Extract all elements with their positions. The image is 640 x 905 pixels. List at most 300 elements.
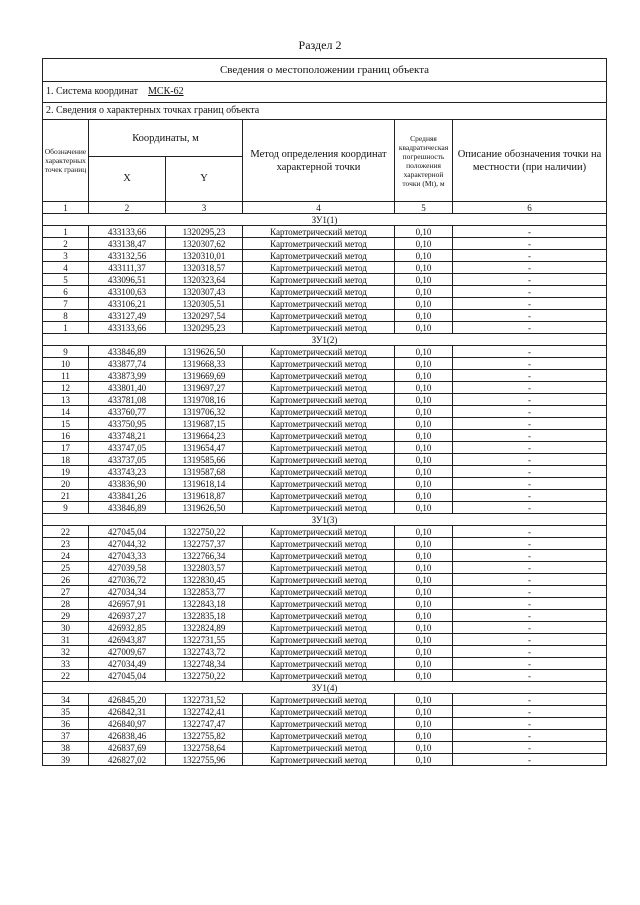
error-cell: 0,10 bbox=[395, 610, 453, 622]
table-row bbox=[43, 358, 607, 370]
description-cell: - bbox=[453, 418, 607, 430]
table-row bbox=[43, 466, 607, 478]
table-row bbox=[43, 394, 607, 406]
table-row bbox=[43, 694, 607, 706]
description-cell: - bbox=[453, 490, 607, 502]
table-row bbox=[43, 226, 607, 238]
x-cell: 433100,63 bbox=[89, 286, 166, 298]
description-cell: - bbox=[453, 394, 607, 406]
error-cell: 0,10 bbox=[395, 394, 453, 406]
table-row bbox=[43, 370, 607, 382]
point-number-cell: 28 bbox=[43, 598, 89, 610]
error-cell: 0,10 bbox=[395, 562, 453, 574]
method-cell: Картометрический метод bbox=[243, 322, 395, 334]
table-row bbox=[43, 634, 607, 646]
section-title: Раздел 2 bbox=[298, 38, 342, 52]
method-cell: Картометрический метод bbox=[243, 646, 395, 658]
x-cell: 433873,99 bbox=[89, 370, 166, 382]
x-cell: 426838,46 bbox=[89, 730, 166, 742]
point-number-cell: 13 bbox=[43, 394, 89, 406]
description-cell: - bbox=[453, 646, 607, 658]
point-number-cell: 24 bbox=[43, 550, 89, 562]
table-row bbox=[43, 346, 607, 358]
error-cell: 0,10 bbox=[395, 466, 453, 478]
table-row bbox=[43, 730, 607, 742]
x-cell: 426932,85 bbox=[89, 622, 166, 634]
description-cell: - bbox=[453, 634, 607, 646]
method-cell: Картометрический метод bbox=[243, 394, 395, 406]
x-cell: 433743,23 bbox=[89, 466, 166, 478]
table-row bbox=[43, 670, 607, 682]
point-number-cell: 37 bbox=[43, 730, 89, 742]
method-cell: Картометрический метод bbox=[243, 526, 395, 538]
table-row bbox=[43, 418, 607, 430]
y-cell: 1320295,23 bbox=[166, 322, 243, 334]
point-number-cell: 16 bbox=[43, 430, 89, 442]
table-row bbox=[43, 622, 607, 634]
table-row bbox=[43, 646, 607, 658]
method-cell: Картометрический метод bbox=[243, 250, 395, 262]
y-cell: 1322755,96 bbox=[166, 754, 243, 766]
method-cell: Картометрический метод bbox=[243, 418, 395, 430]
point-number-cell: 31 bbox=[43, 634, 89, 646]
method-cell: Картометрический метод bbox=[243, 382, 395, 394]
error-cell: 0,10 bbox=[395, 622, 453, 634]
coordinate-system-row bbox=[43, 82, 607, 103]
point-number-cell: 1 bbox=[43, 226, 89, 238]
point-number-cell: 19 bbox=[43, 466, 89, 478]
method-cell: Картометрический метод bbox=[243, 226, 395, 238]
point-number-cell: 39 bbox=[43, 754, 89, 766]
coordinate-system-label: 1. Система координат bbox=[46, 86, 139, 97]
y-cell: 1320323,64 bbox=[166, 274, 243, 286]
table-row bbox=[43, 322, 607, 334]
error-cell: 0,10 bbox=[395, 706, 453, 718]
x-cell: 426837,69 bbox=[89, 742, 166, 754]
header-x: X bbox=[89, 157, 166, 202]
method-cell: Картометрический метод bbox=[243, 754, 395, 766]
description-cell: - bbox=[453, 430, 607, 442]
method-cell: Картометрический метод bbox=[243, 310, 395, 322]
y-cell: 1322824,89 bbox=[166, 622, 243, 634]
error-cell: 0,10 bbox=[395, 418, 453, 430]
error-cell: 0,10 bbox=[395, 502, 453, 514]
method-cell: Картометрический метод bbox=[243, 574, 395, 586]
description-cell: - bbox=[453, 730, 607, 742]
method-cell: Картометрический метод bbox=[243, 550, 395, 562]
x-cell: 427039,58 bbox=[89, 562, 166, 574]
description-cell: - bbox=[453, 538, 607, 550]
y-cell: 1322747,47 bbox=[166, 718, 243, 730]
description-cell: - bbox=[453, 322, 607, 334]
x-cell: 433877,74 bbox=[89, 358, 166, 370]
point-number-cell: 3 bbox=[43, 250, 89, 262]
method-cell: Картометрический метод bbox=[243, 466, 395, 478]
description-cell: - bbox=[453, 622, 607, 634]
table-row bbox=[43, 562, 607, 574]
method-cell: Картометрический метод bbox=[243, 286, 395, 298]
x-cell: 433846,89 bbox=[89, 502, 166, 514]
description-cell: - bbox=[453, 694, 607, 706]
point-number-cell: 12 bbox=[43, 382, 89, 394]
x-cell: 433750,95 bbox=[89, 418, 166, 430]
y-cell: 1322803,57 bbox=[166, 562, 243, 574]
column-number: 1 bbox=[43, 202, 89, 214]
y-cell: 1322853,77 bbox=[166, 586, 243, 598]
y-cell: 1319668,33 bbox=[166, 358, 243, 370]
method-cell: Картометрический метод bbox=[243, 730, 395, 742]
description-cell: - bbox=[453, 226, 607, 238]
point-number-cell: 26 bbox=[43, 574, 89, 586]
x-cell: 426827,02 bbox=[89, 754, 166, 766]
boundary-table bbox=[42, 58, 607, 766]
y-cell: 1319587,68 bbox=[166, 466, 243, 478]
coordinate-system-value: МСК-62 bbox=[148, 86, 184, 97]
method-cell: Картометрический метод bbox=[243, 622, 395, 634]
x-cell: 433748,21 bbox=[89, 430, 166, 442]
description-cell: - bbox=[453, 370, 607, 382]
table-row bbox=[43, 754, 607, 766]
table-row bbox=[43, 286, 607, 298]
description-cell: - bbox=[453, 262, 607, 274]
point-number-cell: 6 bbox=[43, 286, 89, 298]
error-cell: 0,10 bbox=[395, 586, 453, 598]
column-number-row bbox=[43, 202, 607, 214]
description-cell: - bbox=[453, 550, 607, 562]
table-row bbox=[43, 250, 607, 262]
table-row bbox=[43, 442, 607, 454]
point-number-cell: 17 bbox=[43, 442, 89, 454]
description-cell: - bbox=[453, 250, 607, 262]
y-cell: 1319654,47 bbox=[166, 442, 243, 454]
point-number-cell: 4 bbox=[43, 262, 89, 274]
error-cell: 0,10 bbox=[395, 526, 453, 538]
error-cell: 0,10 bbox=[395, 598, 453, 610]
table-title: Сведения о местоположении границ объекта bbox=[43, 59, 607, 82]
error-cell: 0,10 bbox=[395, 490, 453, 502]
point-number-cell: 10 bbox=[43, 358, 89, 370]
x-cell: 433841,26 bbox=[89, 490, 166, 502]
table-row bbox=[43, 238, 607, 250]
method-cell: Картометрический метод bbox=[243, 490, 395, 502]
y-cell: 1319626,50 bbox=[166, 346, 243, 358]
point-number-cell: 9 bbox=[43, 346, 89, 358]
description-cell: - bbox=[453, 610, 607, 622]
y-cell: 1322731,52 bbox=[166, 694, 243, 706]
error-cell: 0,10 bbox=[395, 238, 453, 250]
error-cell: 0,10 bbox=[395, 250, 453, 262]
y-cell: 1319664,23 bbox=[166, 430, 243, 442]
point-number-cell: 25 bbox=[43, 562, 89, 574]
description-cell: - bbox=[453, 502, 607, 514]
description-cell: - bbox=[453, 346, 607, 358]
point-number-cell: 9 bbox=[43, 502, 89, 514]
error-cell: 0,10 bbox=[395, 694, 453, 706]
x-cell: 433127,49 bbox=[89, 310, 166, 322]
method-cell: Картометрический метод bbox=[243, 346, 395, 358]
point-number-cell: 22 bbox=[43, 526, 89, 538]
x-cell: 433111,37 bbox=[89, 262, 166, 274]
x-cell: 433096,51 bbox=[89, 274, 166, 286]
y-cell: 1322757,37 bbox=[166, 538, 243, 550]
column-number: 3 bbox=[166, 202, 243, 214]
error-cell: 0,10 bbox=[395, 298, 453, 310]
table-row bbox=[43, 454, 607, 466]
y-cell: 1322750,22 bbox=[166, 670, 243, 682]
y-cell: 1322750,22 bbox=[166, 526, 243, 538]
error-cell: 0,10 bbox=[395, 454, 453, 466]
y-cell: 1322748,34 bbox=[166, 658, 243, 670]
x-cell: 433133,66 bbox=[89, 226, 166, 238]
point-number-cell: 36 bbox=[43, 718, 89, 730]
error-cell: 0,10 bbox=[395, 442, 453, 454]
y-cell: 1320297,54 bbox=[166, 310, 243, 322]
x-cell: 427036,72 bbox=[89, 574, 166, 586]
point-number-cell: 5 bbox=[43, 274, 89, 286]
point-number-cell: 35 bbox=[43, 706, 89, 718]
table-row bbox=[43, 550, 607, 562]
point-number-cell: 20 bbox=[43, 478, 89, 490]
error-cell: 0,10 bbox=[395, 430, 453, 442]
y-cell: 1322743,72 bbox=[166, 646, 243, 658]
x-cell: 426937,27 bbox=[89, 610, 166, 622]
description-cell: - bbox=[453, 454, 607, 466]
error-cell: 0,10 bbox=[395, 322, 453, 334]
error-cell: 0,10 bbox=[395, 742, 453, 754]
table-row bbox=[43, 574, 607, 586]
error-cell: 0,10 bbox=[395, 370, 453, 382]
description-cell: - bbox=[453, 478, 607, 490]
method-cell: Картометрический метод bbox=[243, 478, 395, 490]
y-cell: 1320295,23 bbox=[166, 226, 243, 238]
header-method: Метод определения координат характерной точки bbox=[243, 120, 395, 202]
table-row bbox=[43, 478, 607, 490]
method-cell: Картометрический метод bbox=[243, 586, 395, 598]
description-cell: - bbox=[453, 358, 607, 370]
error-cell: 0,10 bbox=[395, 262, 453, 274]
description-cell: - bbox=[453, 298, 607, 310]
point-number-cell: 15 bbox=[43, 418, 89, 430]
x-cell: 427044,32 bbox=[89, 538, 166, 550]
y-cell: 1319706,32 bbox=[166, 406, 243, 418]
description-cell: - bbox=[453, 562, 607, 574]
method-cell: Картометрический метод bbox=[243, 370, 395, 382]
x-cell: 433737,05 bbox=[89, 454, 166, 466]
x-cell: 426840,97 bbox=[89, 718, 166, 730]
method-cell: Картометрический метод bbox=[243, 598, 395, 610]
header-y: Y bbox=[166, 157, 243, 202]
table-row bbox=[43, 274, 607, 286]
y-cell: 1322835,18 bbox=[166, 610, 243, 622]
x-cell: 427034,34 bbox=[89, 586, 166, 598]
x-cell: 433846,89 bbox=[89, 346, 166, 358]
error-cell: 0,10 bbox=[395, 478, 453, 490]
y-cell: 1322843,18 bbox=[166, 598, 243, 610]
method-cell: Картометрический метод bbox=[243, 538, 395, 550]
error-cell: 0,10 bbox=[395, 730, 453, 742]
table-row bbox=[43, 262, 607, 274]
point-number-cell: 34 bbox=[43, 694, 89, 706]
method-cell: Картометрический метод bbox=[243, 430, 395, 442]
x-cell: 433801,40 bbox=[89, 382, 166, 394]
table-row bbox=[43, 706, 607, 718]
x-cell: 433760,77 bbox=[89, 406, 166, 418]
x-cell: 433836,90 bbox=[89, 478, 166, 490]
method-cell: Картометрический метод bbox=[243, 706, 395, 718]
table-row bbox=[43, 718, 607, 730]
description-cell: - bbox=[453, 286, 607, 298]
error-cell: 0,10 bbox=[395, 226, 453, 238]
x-cell: 433133,66 bbox=[89, 322, 166, 334]
group-row bbox=[43, 214, 607, 226]
method-cell: Картометрический метод bbox=[243, 670, 395, 682]
method-cell: Картометрический метод bbox=[243, 358, 395, 370]
description-cell: - bbox=[453, 310, 607, 322]
description-cell: - bbox=[453, 382, 607, 394]
group-row bbox=[43, 682, 607, 694]
column-number: 4 bbox=[243, 202, 395, 214]
error-cell: 0,10 bbox=[395, 358, 453, 370]
table-row bbox=[43, 658, 607, 670]
table-row bbox=[43, 502, 607, 514]
description-cell: - bbox=[453, 466, 607, 478]
point-number-cell: 7 bbox=[43, 298, 89, 310]
y-cell: 1322731,55 bbox=[166, 634, 243, 646]
y-cell: 1322830,45 bbox=[166, 574, 243, 586]
table-row bbox=[43, 586, 607, 598]
x-cell: 427045,04 bbox=[89, 526, 166, 538]
error-cell: 0,10 bbox=[395, 634, 453, 646]
x-cell: 426943,87 bbox=[89, 634, 166, 646]
group-title: ЗУ1(2) bbox=[43, 334, 607, 346]
table-row bbox=[43, 598, 607, 610]
error-cell: 0,10 bbox=[395, 274, 453, 286]
method-cell: Картометрический метод bbox=[243, 274, 395, 286]
x-cell: 426842,31 bbox=[89, 706, 166, 718]
y-cell: 1319618,87 bbox=[166, 490, 243, 502]
x-cell: 433138,47 bbox=[89, 238, 166, 250]
error-cell: 0,10 bbox=[395, 286, 453, 298]
method-cell: Картометрический метод bbox=[243, 694, 395, 706]
method-cell: Картометрический метод bbox=[243, 442, 395, 454]
x-cell: 427009,67 bbox=[89, 646, 166, 658]
table-row bbox=[43, 742, 607, 754]
column-number: 2 bbox=[89, 202, 166, 214]
table-row bbox=[43, 538, 607, 550]
y-cell: 1319618,14 bbox=[166, 478, 243, 490]
x-cell: 427034,49 bbox=[89, 658, 166, 670]
point-number-cell: 32 bbox=[43, 646, 89, 658]
error-cell: 0,10 bbox=[395, 406, 453, 418]
error-cell: 0,10 bbox=[395, 658, 453, 670]
error-cell: 0,10 bbox=[395, 382, 453, 394]
method-cell: Картометрический метод bbox=[243, 406, 395, 418]
description-cell: - bbox=[453, 586, 607, 598]
points-section-label: 2. Сведения о характерных точках границ объекта bbox=[43, 103, 607, 120]
y-cell: 1322766,34 bbox=[166, 550, 243, 562]
point-number-cell: 11 bbox=[43, 370, 89, 382]
y-cell: 1319626,50 bbox=[166, 502, 243, 514]
error-cell: 0,10 bbox=[395, 574, 453, 586]
y-cell: 1319669,69 bbox=[166, 370, 243, 382]
point-number-cell: 2 bbox=[43, 238, 89, 250]
x-cell: 433747,05 bbox=[89, 442, 166, 454]
method-cell: Картометрический метод bbox=[243, 634, 395, 646]
table-row bbox=[43, 430, 607, 442]
table-row bbox=[43, 490, 607, 502]
error-cell: 0,10 bbox=[395, 646, 453, 658]
point-number-cell: 23 bbox=[43, 538, 89, 550]
description-cell: - bbox=[453, 274, 607, 286]
x-cell: 433106,21 bbox=[89, 298, 166, 310]
error-cell: 0,10 bbox=[395, 718, 453, 730]
description-cell: - bbox=[453, 598, 607, 610]
header-coords: Координаты, м bbox=[89, 120, 243, 157]
x-cell: 426845,20 bbox=[89, 694, 166, 706]
method-cell: Картометрический метод bbox=[243, 298, 395, 310]
x-cell: 427043,33 bbox=[89, 550, 166, 562]
y-cell: 1322742,41 bbox=[166, 706, 243, 718]
point-number-cell: 33 bbox=[43, 658, 89, 670]
description-cell: - bbox=[453, 442, 607, 454]
point-number-cell: 29 bbox=[43, 610, 89, 622]
group-title: ЗУ1(4) bbox=[43, 682, 607, 694]
description-cell: - bbox=[453, 406, 607, 418]
description-cell: - bbox=[453, 238, 607, 250]
header-description: Описание обозначения точки на местности (при наличии) bbox=[453, 120, 607, 202]
method-cell: Картометрический метод bbox=[243, 562, 395, 574]
description-cell: - bbox=[453, 574, 607, 586]
method-cell: Картометрический метод bbox=[243, 742, 395, 754]
y-cell: 1320310,01 bbox=[166, 250, 243, 262]
table-row bbox=[43, 298, 607, 310]
group-title: ЗУ1(1) bbox=[43, 214, 607, 226]
y-cell: 1319687,15 bbox=[166, 418, 243, 430]
description-cell: - bbox=[453, 706, 607, 718]
description-cell: - bbox=[453, 754, 607, 766]
description-cell: - bbox=[453, 718, 607, 730]
group-title: ЗУ1(3) bbox=[43, 514, 607, 526]
y-cell: 1320307,62 bbox=[166, 238, 243, 250]
description-cell: - bbox=[453, 526, 607, 538]
point-number-cell: 14 bbox=[43, 406, 89, 418]
y-cell: 1319697,27 bbox=[166, 382, 243, 394]
y-cell: 1320307,43 bbox=[166, 286, 243, 298]
error-cell: 0,10 bbox=[395, 670, 453, 682]
y-cell: 1320318,57 bbox=[166, 262, 243, 274]
x-cell: 433132,56 bbox=[89, 250, 166, 262]
method-cell: Картометрический метод bbox=[243, 238, 395, 250]
point-number-cell: 30 bbox=[43, 622, 89, 634]
y-cell: 1322755,82 bbox=[166, 730, 243, 742]
y-cell: 1319708,16 bbox=[166, 394, 243, 406]
group-row bbox=[43, 514, 607, 526]
description-cell: - bbox=[453, 658, 607, 670]
column-number: 5 bbox=[395, 202, 453, 214]
x-cell: 427045,04 bbox=[89, 670, 166, 682]
header-point: Обозначение характерных точек границ bbox=[43, 120, 89, 202]
error-cell: 0,10 bbox=[395, 538, 453, 550]
method-cell: Картометрический метод bbox=[243, 610, 395, 622]
method-cell: Картометрический метод bbox=[243, 502, 395, 514]
y-cell: 1322758,64 bbox=[166, 742, 243, 754]
error-cell: 0,10 bbox=[395, 310, 453, 322]
method-cell: Картометрический метод bbox=[243, 454, 395, 466]
table-row bbox=[43, 382, 607, 394]
table-row bbox=[43, 310, 607, 322]
description-cell: - bbox=[453, 742, 607, 754]
method-cell: Картометрический метод bbox=[243, 262, 395, 274]
